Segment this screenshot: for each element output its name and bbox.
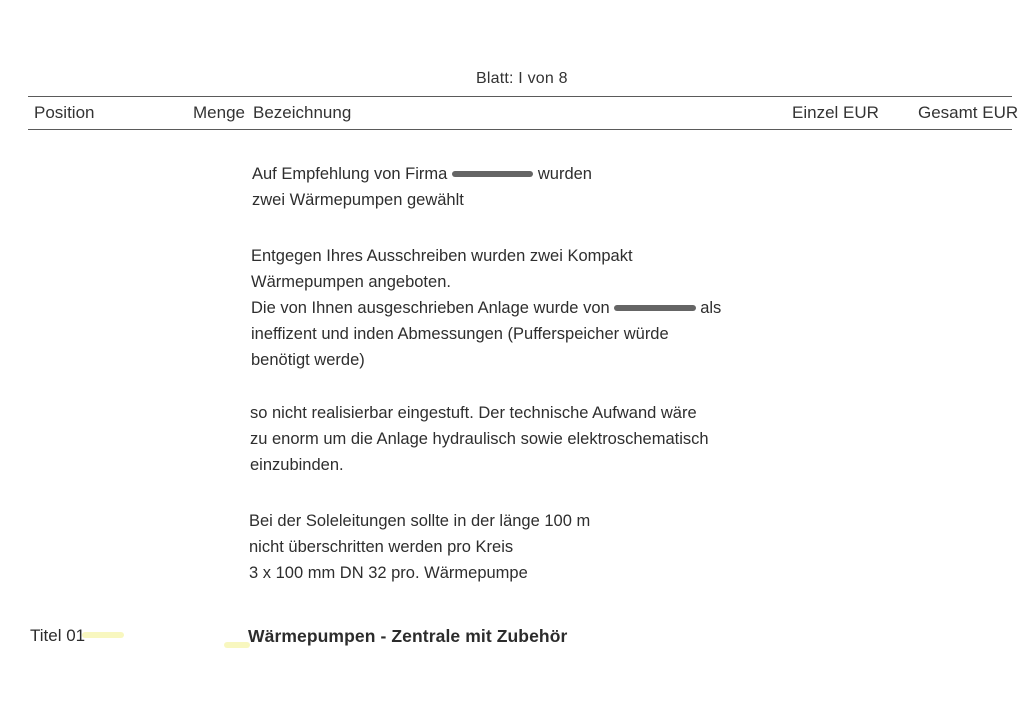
redacted-company-name	[452, 161, 533, 187]
header-top-rule	[28, 96, 1012, 97]
column-header-bezeichnung: Bezeichnung	[253, 103, 352, 122]
header-bottom-rule	[28, 129, 1012, 130]
text-line: benötigt werde)	[251, 351, 365, 369]
text-fragment: als	[700, 299, 722, 317]
text-line: 3 x 100 mm DN 32 pro. Wärmepumpe	[249, 564, 528, 582]
column-header-gesamt-eur: Gesamt EUR	[918, 103, 1019, 122]
text-line	[251, 295, 721, 321]
text-fragment: Die von Ihnen ausgeschrieben Anlage wurde von	[251, 299, 610, 317]
text-fragment: Auf Empfehlung von Firma	[252, 165, 448, 183]
text-line: Wärmepumpen angeboten.	[251, 273, 451, 291]
paragraph-offer	[251, 243, 721, 373]
paragraph-brine-lines	[249, 508, 590, 586]
text-line: nicht überschritten werden pro Kreis	[249, 538, 514, 556]
column-header-einzel-eur: Einzel EUR	[792, 103, 879, 122]
text-line: Entgegen Ihres Ausschreiben wurden zwei Kompakt	[251, 247, 633, 265]
column-header-position: Position	[34, 103, 95, 122]
text-line	[252, 161, 592, 187]
column-header-menge: Menge	[193, 103, 245, 122]
text-line: ineffizent und inden Abmessungen (Pufferspeicher würde	[251, 325, 669, 343]
text-line: einzubinden.	[250, 456, 344, 474]
highlighter-mark	[224, 642, 250, 648]
text-line: zwei Wärmepumpen gewählt	[252, 191, 464, 209]
titel-heading: Wärmepumpen - Zentrale mit Zubehör	[248, 626, 568, 646]
paragraph-recommendation	[252, 161, 592, 213]
page-indicator: Blatt: I von 8	[476, 70, 568, 87]
highlighter-mark	[82, 632, 124, 638]
text-line: Bei der Soleleitungen sollte in der länge 100 m	[249, 512, 591, 530]
titel-number: Titel 01	[30, 626, 86, 645]
text-fragment: wurden	[537, 165, 592, 183]
redacted-company-name	[614, 295, 695, 321]
paragraph-assessment	[250, 400, 709, 478]
text-line: so nicht realisierbar eingestuft. Der technische Aufwand wäre	[250, 404, 697, 422]
text-line: zu enorm um die Anlage hydraulisch sowie elektroschematisch	[250, 430, 709, 448]
